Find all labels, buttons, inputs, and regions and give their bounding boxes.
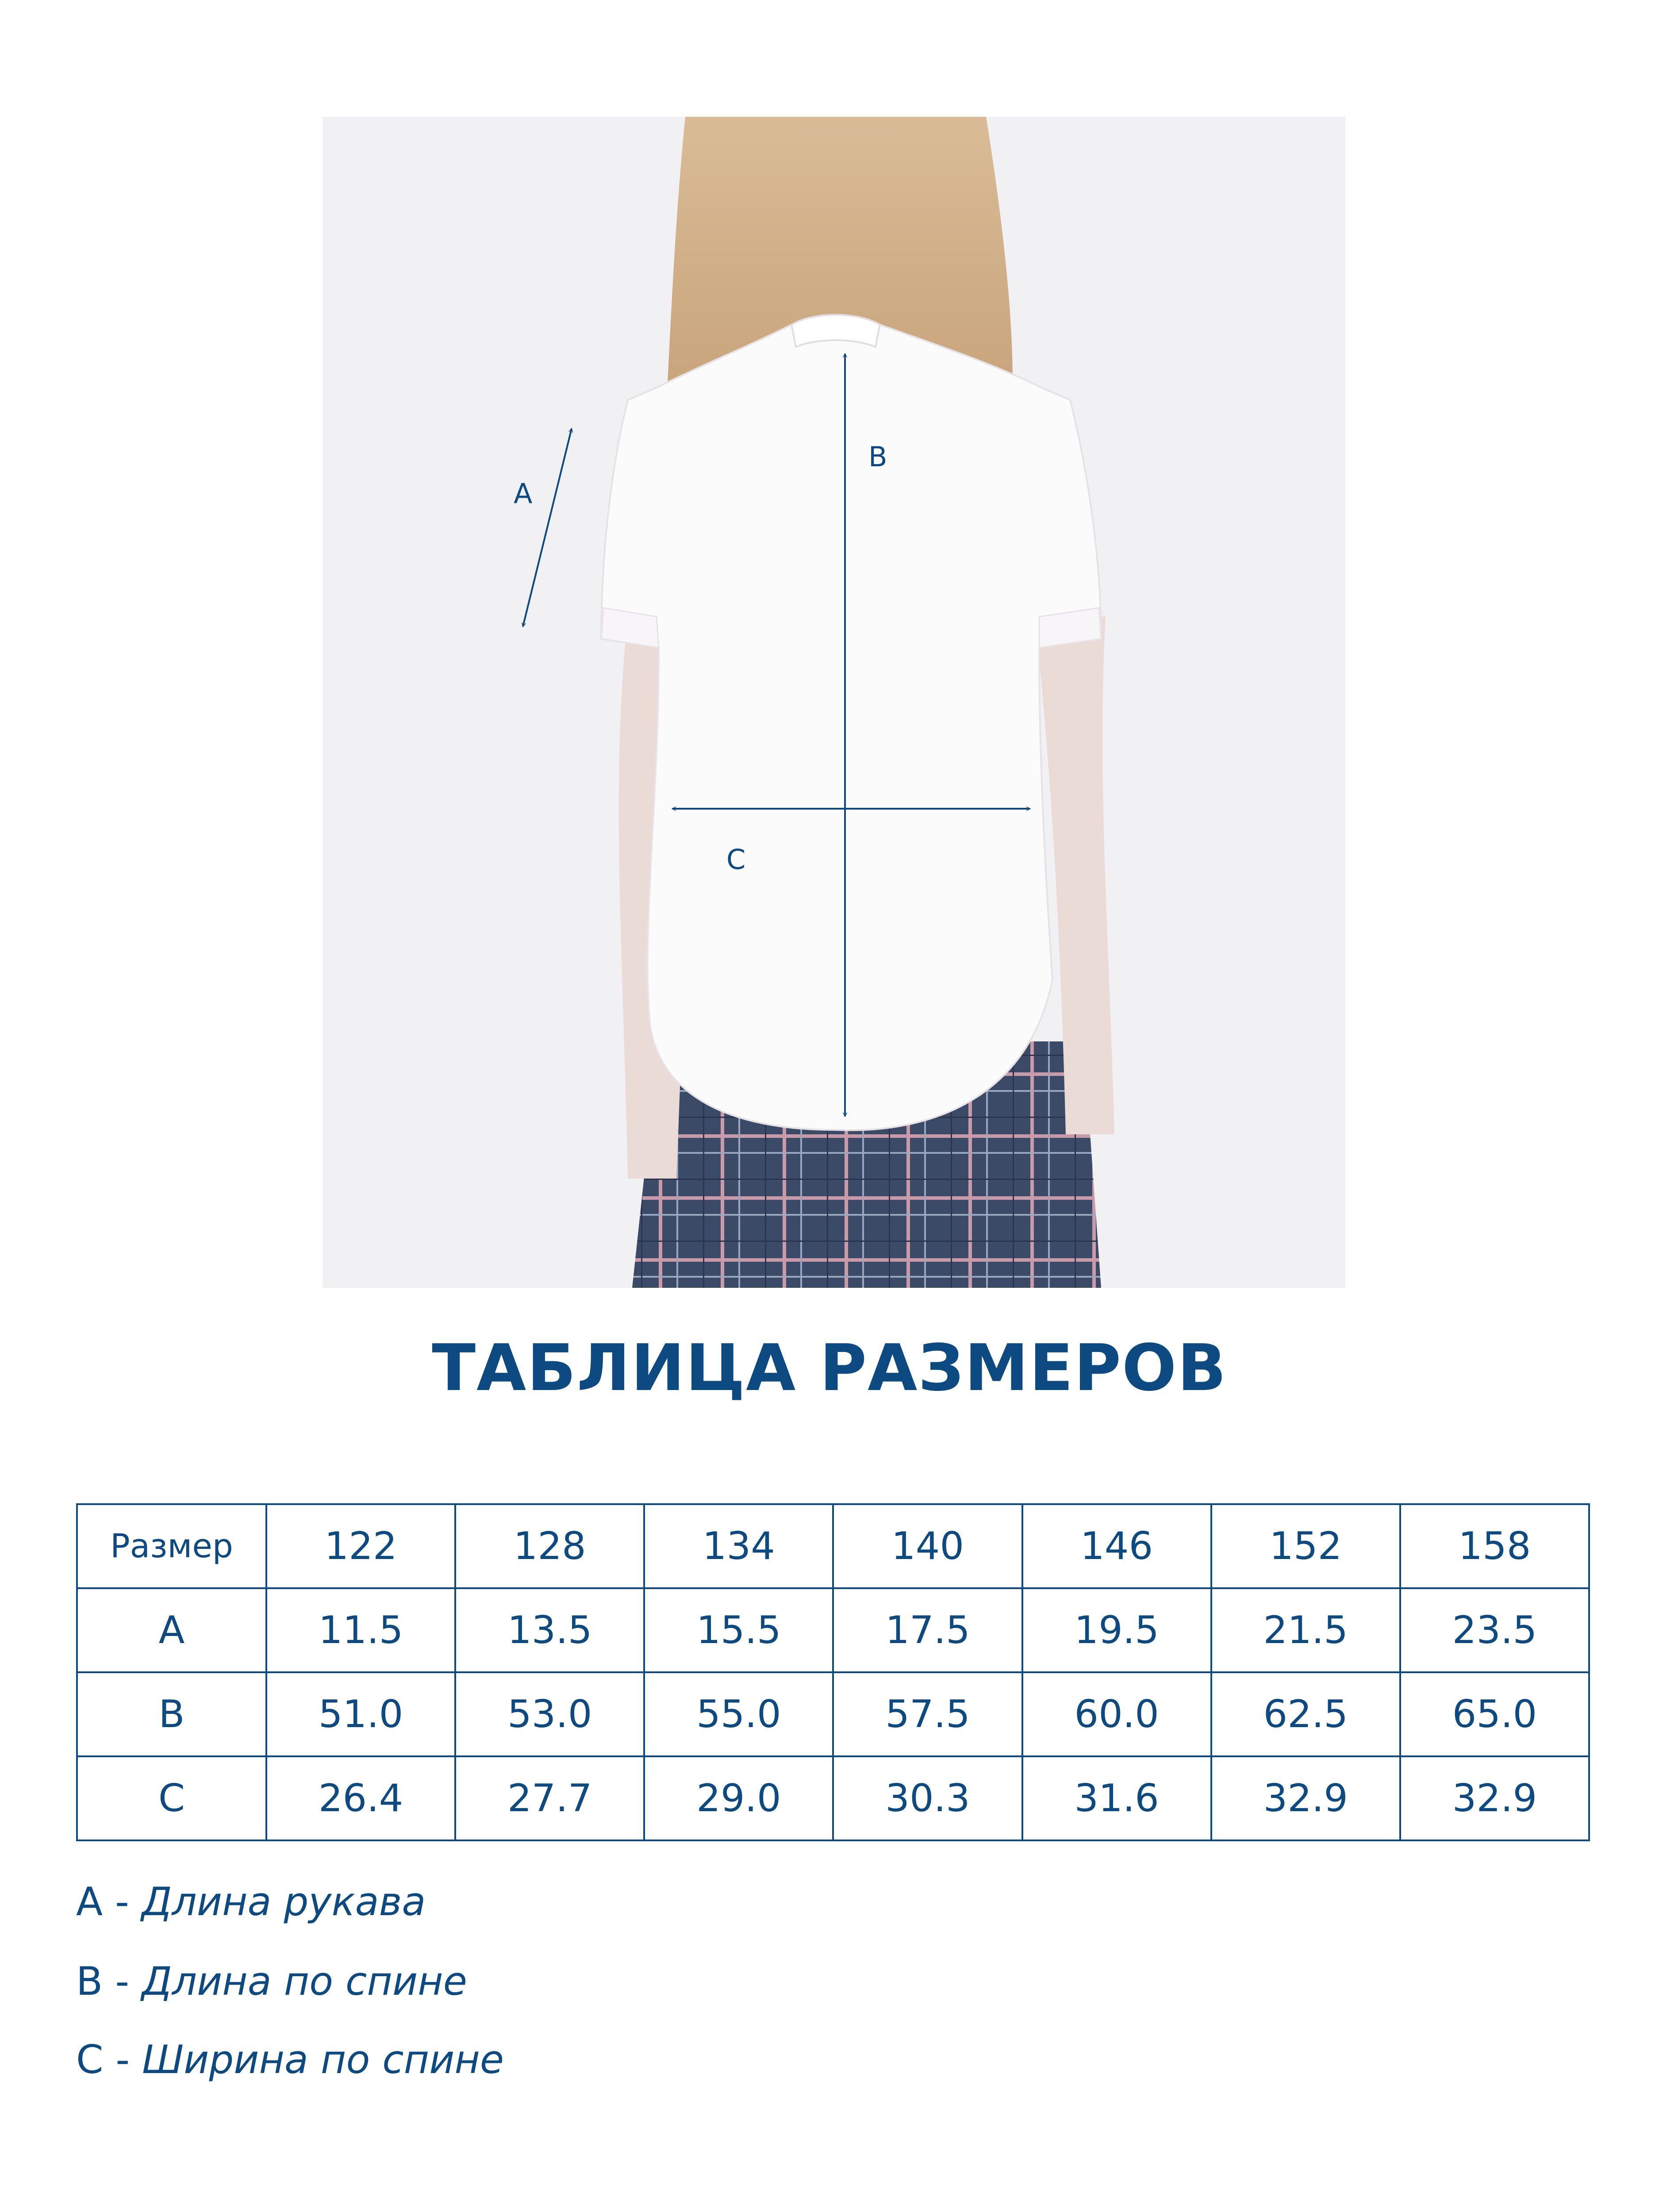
table-row-c [77,1756,1589,1840]
value-cell: 57.5 [833,1672,1022,1756]
value-cell: 53.0 [455,1672,644,1756]
value-cell: 32.9 [1211,1756,1400,1840]
size-table [76,1503,1590,1841]
row-label-cell: C [77,1756,266,1840]
legend-key: C [76,2037,104,2082]
value-cell: 51.0 [266,1672,455,1756]
value-cell: 62.5 [1211,1672,1400,1756]
table-header-row [77,1504,1589,1588]
header-label-cell: Размер [77,1504,266,1588]
legend-key: B [76,1959,103,2004]
size-cell: 134 [644,1504,833,1588]
value-cell: 19.5 [1022,1588,1211,1672]
value-cell: 23.5 [1400,1588,1589,1672]
row-label-cell: A [77,1588,266,1672]
size-cell: 122 [266,1504,455,1588]
value-cell: 26.4 [266,1756,455,1840]
table-row-b [77,1672,1589,1756]
value-cell: 29.0 [644,1756,833,1840]
legend-text: Ширина по спине [142,2037,504,2082]
value-cell: 30.3 [833,1756,1022,1840]
legend-key: A [76,1879,103,1924]
row-label-cell: B [77,1672,266,1756]
value-cell: 55.0 [644,1672,833,1756]
size-cell: 152 [1211,1504,1400,1588]
value-cell: 65.0 [1400,1672,1589,1756]
size-cell: 158 [1400,1504,1589,1588]
value-cell: 11.5 [266,1588,455,1672]
size-cell: 140 [833,1504,1022,1588]
size-cell: 146 [1022,1504,1211,1588]
legend-text: Длина по спине [142,1959,467,2004]
value-cell: 32.9 [1400,1756,1589,1840]
label-a: A [514,477,533,510]
value-cell: 13.5 [455,1588,644,1672]
legend-item-c: C - Ширина по спине [76,2037,504,2082]
value-cell: 27.7 [455,1756,644,1840]
legend-text: Длина рукава [141,1879,426,1924]
value-cell: 15.5 [644,1588,833,1672]
legend-item-a: A - Длина рукава [76,1879,426,1924]
product-photo [323,117,1345,1288]
value-cell: 31.6 [1022,1756,1211,1840]
legend-item-b: B - Длина по спине [76,1959,467,2004]
white-shirt [601,325,1101,1130]
page-title: ТАБЛИЦА РАЗМЕРОВ [432,1331,1227,1406]
label-b: B [868,441,887,473]
table-row-a [77,1588,1589,1672]
label-c: C [726,843,746,876]
size-cell: 128 [455,1504,644,1588]
value-cell: 60.0 [1022,1672,1211,1756]
value-cell: 17.5 [833,1588,1022,1672]
value-cell: 21.5 [1211,1588,1400,1672]
